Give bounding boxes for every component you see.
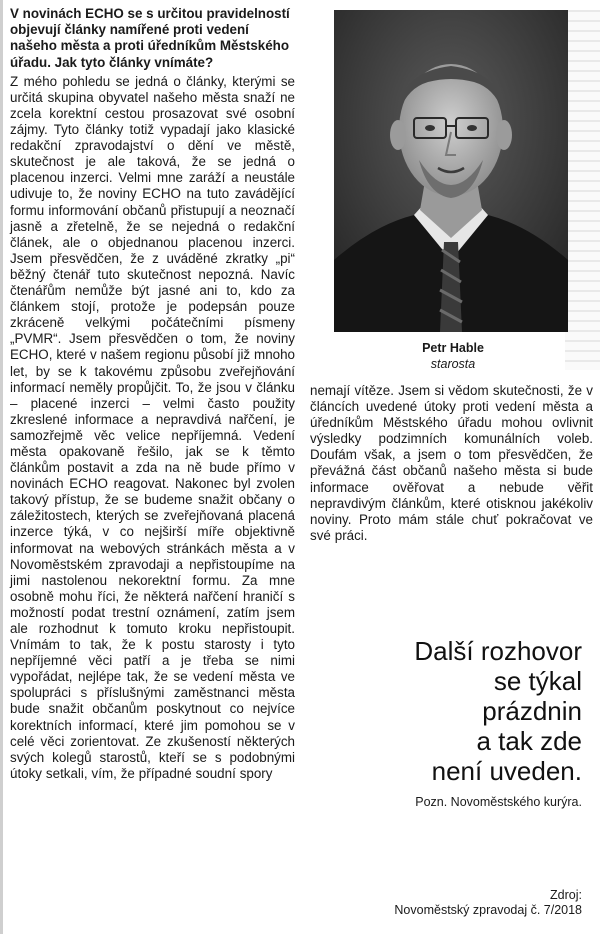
interview-question: V novinách ECHO se s určitou pravidelností objevují články namířené proti vedení našeho města a proti úředníkům Městského úřadu. Jak tyto články vnímáte? [10,6,290,70]
callout-line: Další rozhovor [414,636,582,666]
photo-caption-role: starosta [430,357,476,371]
article-right-column [310,383,593,544]
callout-line: není uveden. [431,756,582,786]
portrait-photo [334,10,568,332]
portrait-illustration [334,10,568,332]
source-credit [302,888,582,918]
callout-line: a tak zde [476,726,582,756]
interview-answer-part-2: nemají vítěze. Jsem si vědom skutečnosti, že v článcích uvedené útoky proti vedení města a úředníkům Městského úřadu mohou ovlivnit výsledky podzimních komunálních voleb. Doufám však, a jsem o tom přesvědčen, že převážná část občanů našeho města si bude informace ověřovat a nebude věřit nepravdivým článkům, které otisknou jakékoliv noviny. Proto mám stále chuť pokračovat ve své práci. [310,383,593,543]
editor-callout [322,636,582,786]
interview-answer-part-1: Z mého pohledu se jedná o články, kterými se určitá skupina obyvatel našeho města snaží ne zcela korektní cestou prosazovat své osobní zájmy. Tyto články totiž vypadají jako klasické redakční zpravodajství o dění ve městě, skutečnost je ale taková, že se jedná o placenou inzerci. Velmi mne zaráží a neustále udivuje to, že noviny ECHO na tuto zavádějící formu informování občanů přistupují a neoznačí jasně a zřetelně, že se nejedná o redakční článek, ale o objednanou placenou inzerci. Jsem přesvědčen, že z uváděné zkratky „pi“ běžný čtenář tuto skutečnost nepozná. Navíc čtenářům nemůže být jasné ani to, kdo za článkem stojí, protože je podepsán pouze zkráceně velkými počátečními písmeny „PVMR“. Jsem přesvědčen o tom, že noviny ECHO, které v našem regionu působí již mnoho let, by se k takovému způsobu zveřejňování informací neměly propůjčit. To, že jsou v článku – placené inzerci – velmi často použity zkreslené informace a nepravdivá nařčení, je samozřejmě věc velice nepříjemná. Vedení města opakovaně řešilo, jak se k těmto článkům postavit a zda na ně bude přímo v novinách ECHO reagovat. Nakonec byl zvolen takový přístup, že se budeme snažit občany o záležitostech, kterých se zveřejňovaná placená inzerce týká, v co nejširší míře objektivně informovat na webových stránkách města a v Novoměstském zpravodaji a nepřistoupíme na jimi nastolenou nekorektní formu. Za mne osobně mohu říci, že některá nařčení hraničí s možností podat trestní oznámení, zatím jsem ale rozhodnut k tomuto kroku nepřistoupit. Vnímám to tak, že k postu starosty i tyto nepříjemné věci patří a je třeba se nimi vypořádat, nejlépe tak, že se vedení města ve spolupráci s příslušnými zaměstnanci města bude snažit občanům poskytnout co nejvíce korektních informací, které jim pomohou se v celé věci zorientovat. Ze zkušeností některých svých kolegů starostů, kteří se s podobnými útoky setkali, vím, že případné soudní spory [10,73,295,781]
source-text: Novoměstský zpravodaj č. 7/2018 [394,903,582,917]
background-newsprint [565,10,600,370]
article-left-column [10,6,295,782]
photo-caption-name: Petr Hable [422,341,484,355]
editor-note: Pozn. Novoměstského kurýra. [415,795,582,809]
callout-line: prázdnin [482,696,582,726]
source-label: Zdroj: [550,888,582,902]
callout-line: se týkal [493,666,582,696]
page-edge [0,0,3,934]
